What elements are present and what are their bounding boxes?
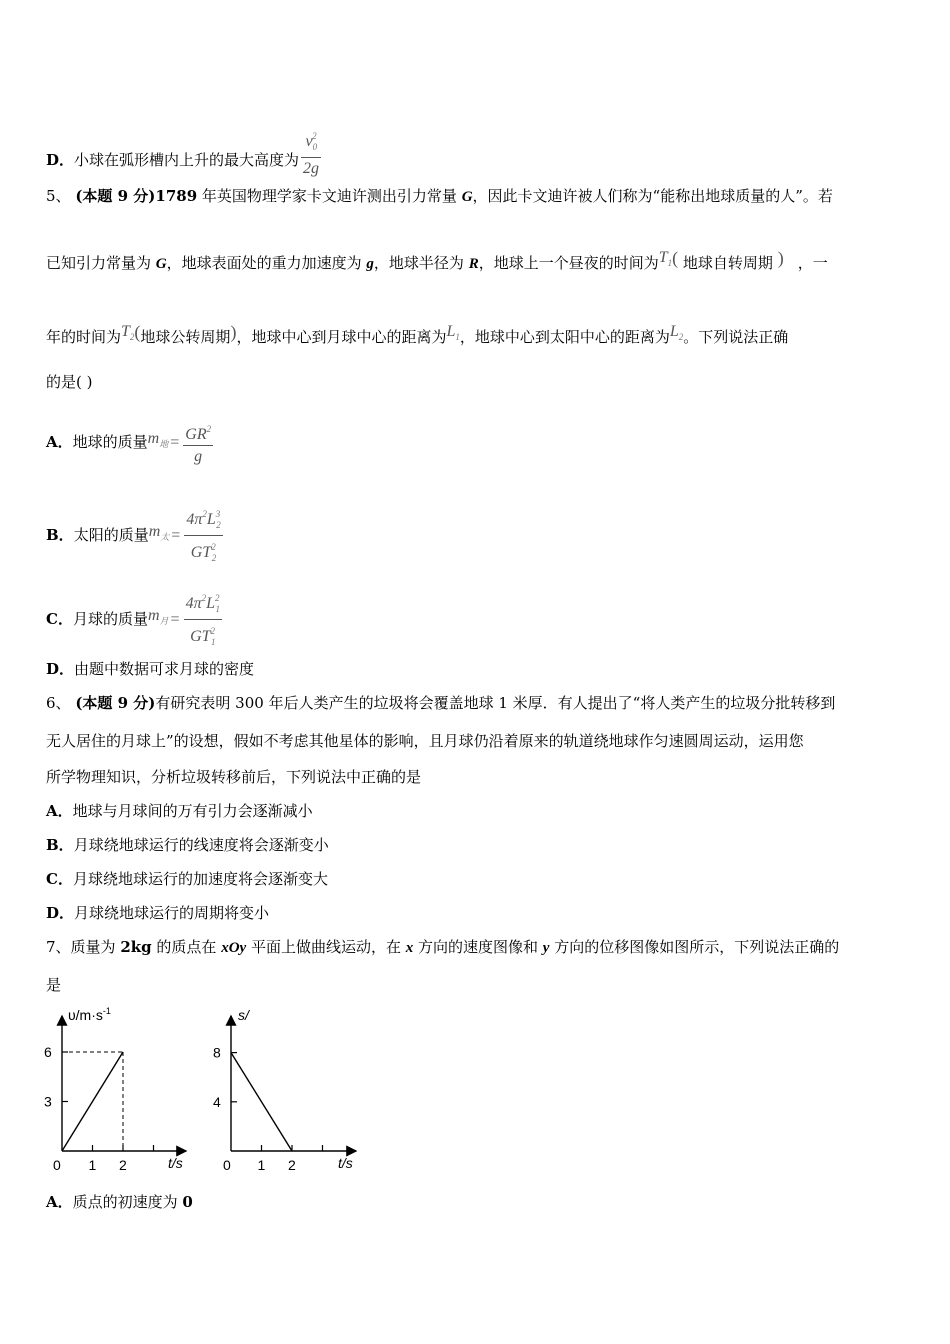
x-axis-label: t/s	[168, 1155, 183, 1171]
q6-line-2: 无人居住的月球上”的设想，假如不考虑其他星体的影响，且月球仍沿着原来的轨道绕地球作匀速圆周运动，运用您	[46, 732, 804, 750]
y-axis-label: $\upsilon/m\cdot s^{-1}$	[68, 1006, 111, 1023]
velocity-time-graph	[36, 1002, 196, 1174]
q6-option-a: A．地球与月球间的万有引力会逐渐减小	[46, 802, 313, 820]
displacement-time-graph	[204, 1002, 369, 1174]
q5-option-a: A．地球的质量$m_地$ = $\frac{GR^2}{g}$	[46, 420, 215, 466]
x-tick-label: 1	[257, 1157, 266, 1173]
q7-option-a: A．质点的初速度为 0	[46, 1193, 193, 1211]
q6-option-b: B．月球绕地球运行的线速度将会逐渐变小	[46, 836, 329, 854]
option-label: D．	[46, 151, 75, 169]
question-tag: (本题 9 分)	[75, 187, 156, 205]
q5-option-b: B．太阳的质量$m_太$ = $\frac{4\pi^2L^3_2}{GT^2_2}$	[46, 505, 225, 567]
q5-option-c: C．月球的质量$m_月$ = $\frac{4\pi^2L^2_1}{GT^2_1}$	[46, 589, 224, 651]
symbol-t2: $T_2$	[121, 323, 135, 342]
origin-label: 0	[223, 1157, 231, 1173]
y-tick-label: 3	[44, 1093, 52, 1110]
fraction: $\frac{4\pi^2L^3_2}{GT^2_2}$	[184, 505, 222, 567]
data-line	[62, 1052, 123, 1151]
x-tick-label: 1	[88, 1157, 97, 1173]
data-line	[231, 1053, 292, 1151]
fraction: $\frac{v_0^2}{2g}$	[301, 127, 321, 178]
x-tick-label: 2	[119, 1157, 127, 1173]
q7-line-1: 7、质量为 2kg 的质点在 xOy 平面上做曲线运动，在 x 方向的速度图像和 y 方向的位移图像如图所示，下列说法正确的	[46, 938, 840, 956]
fraction: $\frac{4\pi^2L^2_1}{GT^2_1}$	[184, 589, 222, 651]
q4-option-d	[46, 127, 323, 178]
symbol-t1: $T_1$	[658, 249, 673, 268]
q5-line-1: 5、 (本题 9 分)1789 年英国物理学家卡文迪许测出引力常量 G，因此卡文迪许被人们称为“能称出地球质量的人”。若	[46, 187, 833, 205]
q5-option-d: D．由题中数据可求月球的密度	[46, 660, 255, 678]
symbol-l1: $L_1$	[446, 323, 460, 342]
y-tick-label: 8	[213, 1044, 221, 1061]
q5-line-3: 年的时间为$T_2$(地球公转周期)，地球中心到月球中心的距离为$L_1$，地球中心到太阳中心的距离为$L_2$。下列说法正确	[46, 322, 789, 346]
fraction: $\frac{GR^2}{g}$	[183, 420, 213, 466]
y-tick-label: 6	[44, 1044, 52, 1060]
y-axis-label: s/	[238, 1007, 249, 1023]
question-number: 5、	[46, 187, 71, 205]
origin-label: 0	[53, 1157, 61, 1173]
option-text: 小球在弧形槽内上升的最大高度为	[74, 151, 300, 169]
q6-line-1: 6、 (本题 9 分)有研究表明 300 年后人类产生的垃圾将会覆盖地球 1 米厚．有人提出了“将人类产生的垃圾分批转移到	[46, 694, 836, 712]
q5-line-2: 已知引力常量为 G，地球表面处的重力加速度为 g，地球半径为 R，地球上一个昼夜的时间为$T_1$( 地球自转周期 ) ，一	[46, 248, 828, 272]
q5-line-4: 的是( )	[46, 373, 93, 391]
symbol-l2: $L_2$	[669, 323, 684, 342]
x-tick-label: 2	[288, 1157, 296, 1173]
q7-line-2: 是	[46, 976, 62, 994]
q6-option-c: C．月球绕地球运行的加速度将会逐渐变大	[46, 870, 328, 888]
q6-line-3: 所学物理知识，分析垃圾转移前后，下列说法中正确的是	[46, 768, 422, 786]
y-tick-label: 4	[213, 1093, 221, 1110]
q6-option-d: D．月球绕地球运行的周期将变小	[46, 904, 270, 922]
x-axis-label: t/s	[338, 1155, 353, 1171]
